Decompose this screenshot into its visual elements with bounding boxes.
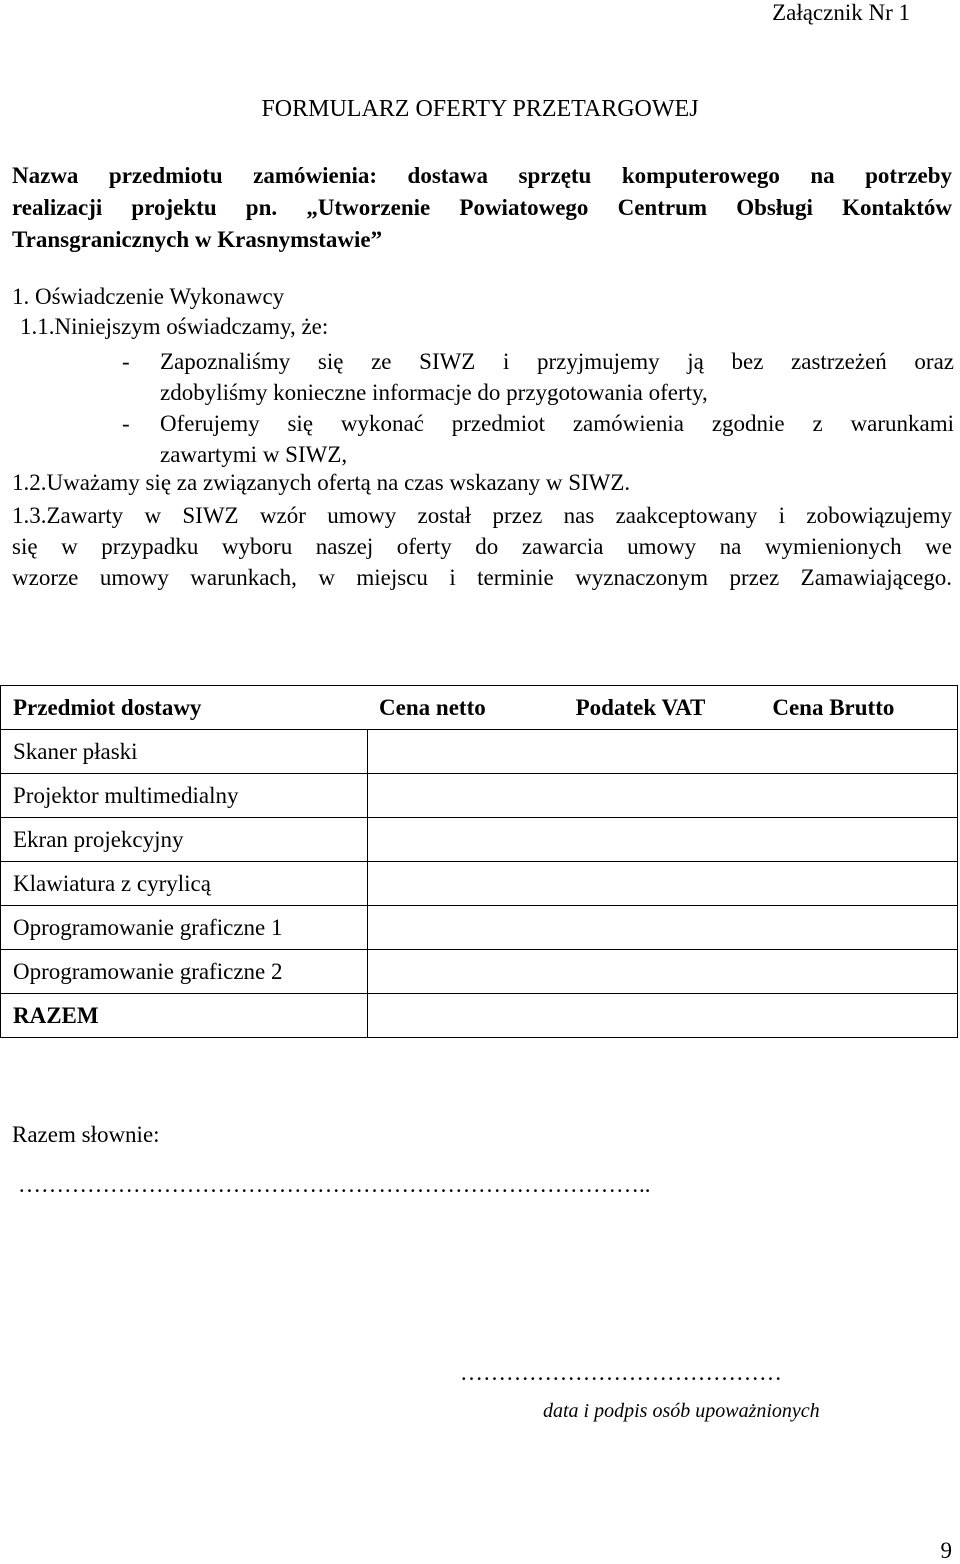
form-title: FORMULARZ OFERTY PRZETARGOWEJ	[261, 96, 699, 122]
subject-line-2: realizacji projektu pn. „Utworzenie Powiatowego Centrum Obsługi Kontaktów	[12, 195, 952, 220]
total-row	[1, 994, 958, 1038]
price-input-cell[interactable]	[367, 818, 957, 862]
column-header-vat: Podatek VAT	[564, 686, 761, 730]
table-header-row	[1, 686, 958, 730]
total-in-words-label: Razem słownie:	[12, 1122, 160, 1147]
total-label-cell: RAZEM	[1, 994, 368, 1038]
total-input-cell[interactable]	[367, 994, 957, 1038]
table-row	[1, 862, 958, 906]
section-1-3	[12, 500, 952, 593]
bullet-1-line-1: Zapoznaliśmy się ze SIWZ i przyjmujemy ją bez zastrzeżeń oraz	[160, 349, 954, 374]
price-input-cell[interactable]	[367, 774, 957, 818]
bullet-dash: -	[122, 349, 130, 374]
column-header-net-price: Cena netto	[367, 686, 564, 730]
price-input-cell[interactable]	[367, 730, 957, 774]
section-1-3-line-3: wzorze umowy warunkach, w miejscu i terminie wyznaczonym przez Zamawiającego.	[12, 565, 952, 590]
item-name-cell: Klawiatura z cyrylicą	[1, 862, 368, 906]
declaration-bullet-1	[122, 346, 954, 408]
item-name-cell: Projektor multimedialny	[1, 774, 368, 818]
column-header-gross-price: Cena Brutto	[760, 686, 957, 730]
section-1-heading: 1. Oświadczenie Wykonawcy	[12, 284, 285, 309]
price-input-cell[interactable]	[367, 906, 957, 950]
item-name-cell: Skaner płaski	[1, 730, 368, 774]
price-input-cell[interactable]	[367, 950, 957, 994]
order-subject	[12, 160, 952, 256]
section-1-1: 1.1.Niniejszym oświadczamy, że:	[20, 314, 329, 339]
section-1-3-line-1: 1.3.Zawarty w SIWZ wzór umowy został przez nas zaakceptowany i zobowiązujemy	[12, 503, 952, 528]
annex-label: Załącznik Nr 1	[772, 0, 910, 25]
section-1-2: 1.2.Uważamy się za związanych ofertą na czas wskazany w SIWZ.	[12, 470, 631, 495]
table-row	[1, 950, 958, 994]
table-row	[1, 906, 958, 950]
declaration-bullet-2	[122, 408, 954, 470]
page-number: 9	[940, 1538, 952, 1563]
section-1-3-line-2: się w przypadku wyboru naszej oferty do zawarcia umowy na wymienionych we	[12, 534, 952, 559]
subject-line-3: Transgranicznych w Krasnymstawie”	[12, 227, 383, 252]
bullet-2-line-1: Oferujemy się wykonać przedmiot zamówienia zgodnie z warunkami	[160, 411, 954, 436]
table-row	[1, 730, 958, 774]
bullet-dash: -	[122, 411, 130, 436]
column-header-item: Przedmiot dostawy	[1, 686, 368, 730]
item-name-cell: Ekran projekcyjny	[1, 818, 368, 862]
table-row	[1, 818, 958, 862]
total-in-words-field[interactable]: ………………………………………………………………………..	[18, 1172, 651, 1197]
item-name-cell: Oprogramowanie graficzne 1	[1, 906, 368, 950]
item-name-cell: Oprogramowanie graficzne 2	[1, 950, 368, 994]
offer-price-table	[0, 685, 958, 1038]
price-input-cell[interactable]	[367, 862, 957, 906]
subject-line-1: Nazwa przedmiotu zamówienia: dostawa sprzętu komputerowego na potrzeby	[12, 163, 952, 188]
table-row	[1, 774, 958, 818]
bullet-2-line-2: zawartymi w SIWZ,	[160, 442, 348, 467]
bullet-1-line-2: zdobyliśmy konieczne informacje do przygotowania oferty,	[160, 380, 708, 405]
signature-field[interactable]: ……………………………………	[460, 1360, 782, 1385]
signature-caption: data i podpis osób upoważnionych	[543, 1400, 820, 1422]
